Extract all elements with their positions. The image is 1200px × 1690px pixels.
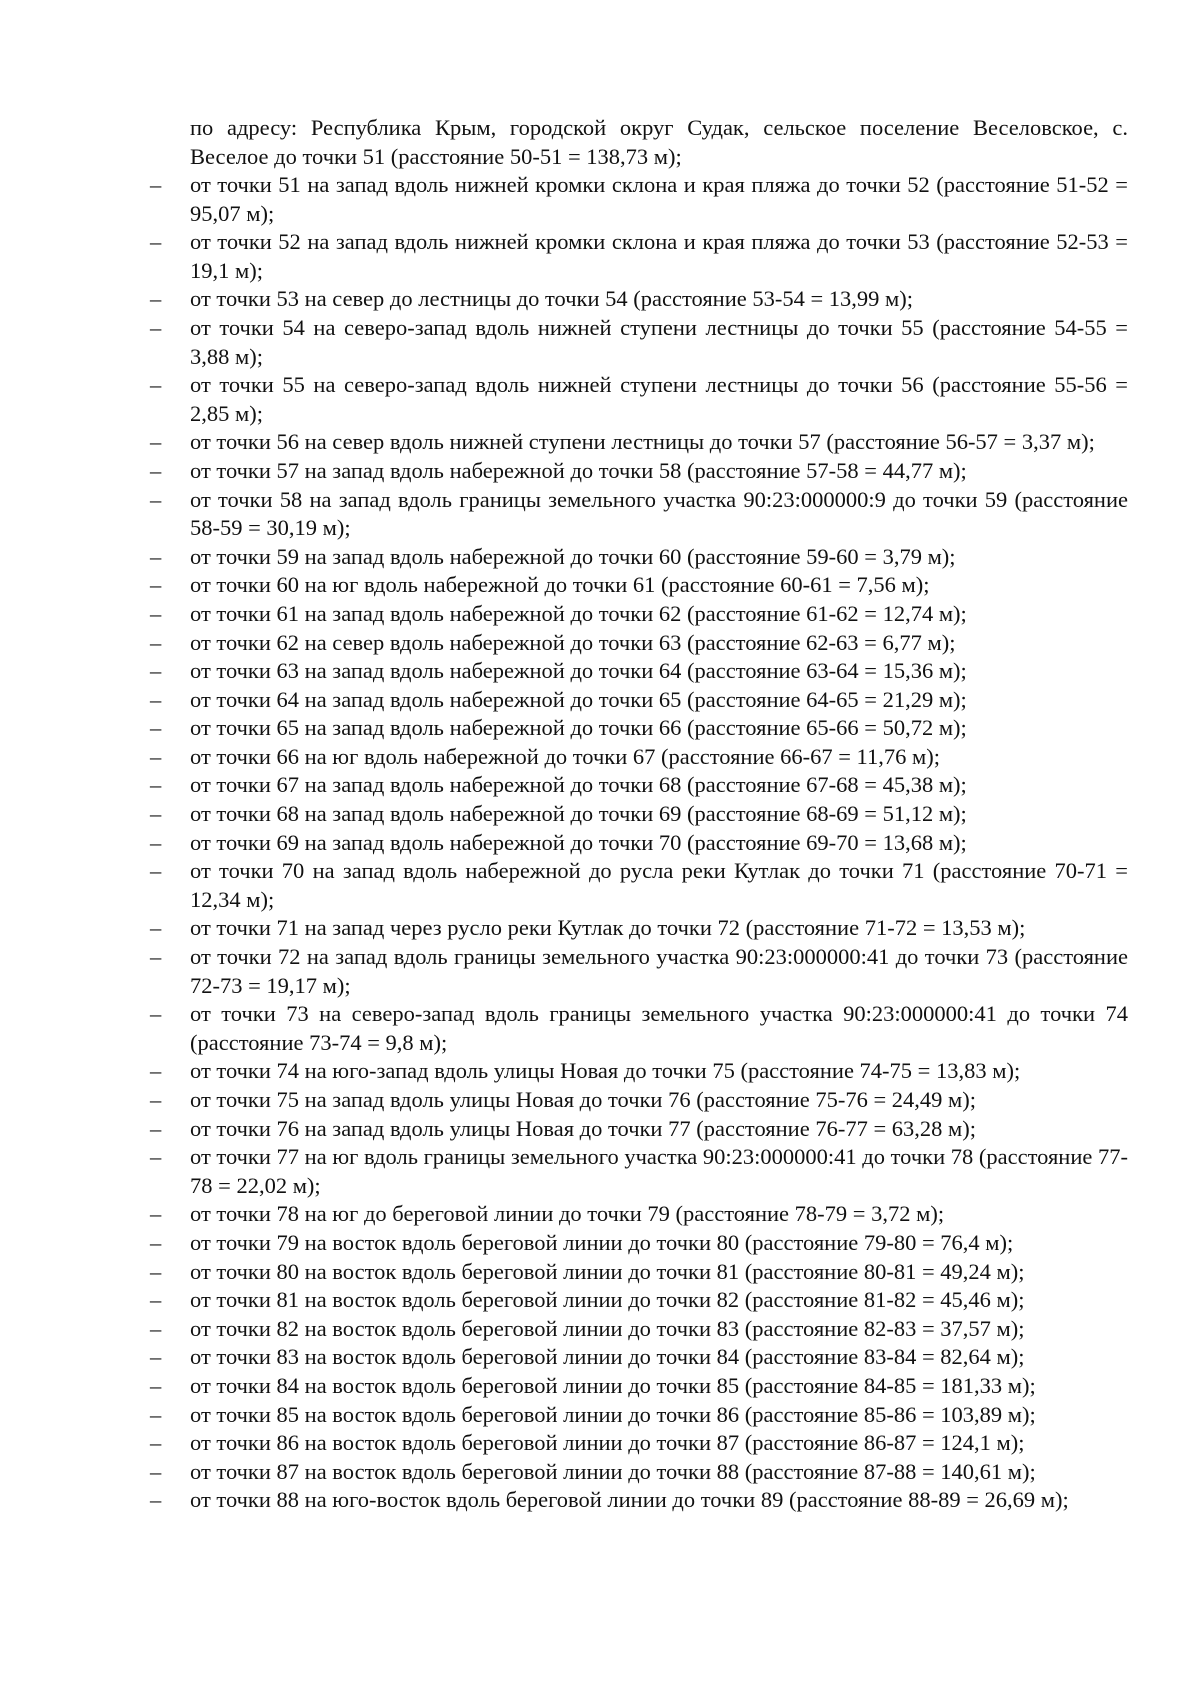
boundary-list (0, 171, 1200, 1515)
list-bullet: – (150, 1487, 162, 1513)
list-item-text: от точки 57 на запад вдоль набережной до точки 58 (расстояние 57-58 = 44,77 м); (190, 457, 967, 483)
list-bullet: – (150, 772, 162, 798)
list-item (0, 857, 1200, 914)
list-bullet: – (150, 1344, 162, 1370)
list-item (0, 743, 1200, 772)
list-bullet: – (150, 1229, 162, 1255)
list-item (0, 657, 1200, 686)
list-item-text: от точки 76 на запад вдоль улицы Новая до точки 77 (расстояние 76-77 = 63,28 м); (190, 1115, 976, 1141)
list-item-text: от точки 82 на восток вдоль береговой линии до точки 83 (расстояние 82-83 = 37,57 м); (190, 1315, 1025, 1341)
list-bullet: – (150, 1401, 162, 1427)
list-item-text: от точки 67 на запад вдоль набережной до точки 68 (расстояние 67-68 = 45,38 м); (190, 772, 967, 798)
list-bullet: – (150, 1144, 162, 1170)
list-bullet: – (150, 658, 162, 684)
list-item (0, 1200, 1200, 1229)
list-bullet: – (150, 457, 162, 483)
list-bullet: – (150, 1001, 162, 1027)
list-item-text: от точки 54 на северо-запад вдоль нижней ступени лестницы до точки 55 (расстояние 54-55 = 3,88 м); (190, 314, 1128, 369)
list-bullet: – (150, 372, 162, 398)
list-item (0, 1372, 1200, 1401)
list-item (0, 1086, 1200, 1115)
list-item-text: от точки 79 на восток вдоль береговой линии до точки 80 (расстояние 79-80 = 76,4 м); (190, 1229, 1014, 1255)
list-item (0, 171, 1200, 228)
list-item (0, 629, 1200, 658)
list-item-text: от точки 81 на восток вдоль береговой линии до точки 82 (расстояние 81-82 = 45,46 м); (190, 1287, 1025, 1313)
list-item (0, 1000, 1200, 1057)
list-item-text: от точки 80 на восток вдоль береговой линии до точки 81 (расстояние 80-81 = 49,24 м); (190, 1258, 1025, 1284)
list-item-text: от точки 66 на юг вдоль набережной до точки 67 (расстояние 66-67 = 11,76 м); (190, 743, 940, 769)
list-bullet: – (150, 801, 162, 827)
list-item-text: от точки 78 на юг до береговой линии до точки 79 (расстояние 78-79 = 3,72 м); (190, 1201, 945, 1227)
list-bullet: – (150, 1372, 162, 1398)
list-item-text: от точки 72 на запад вдоль границы земельного участка 90:23:000000:41 до точки 73 (расстояние 72-73 = 19,17 м); (190, 944, 1128, 998)
list-bullet: – (150, 286, 162, 312)
list-item-text: от точки 56 на север вдоль нижней ступени лестницы до точки 57 (расстояние 56-57 = 3,37 м); (190, 429, 1095, 455)
list-bullet: – (150, 1201, 162, 1227)
list-item-text: от точки 77 на юг вдоль границы земельного участка 90:23:000000:41 до точки 78 (расстояние 77-78 = 22,02 м); (190, 1144, 1128, 1198)
list-item-text: от точки 73 на северо-запад вдоль границы земельного участка 90:23:000000:41 до точки 74 (расстояние 73-74 = 9,8 м); (190, 1001, 1128, 1055)
list-bullet: – (150, 715, 162, 741)
list-bullet: – (150, 229, 162, 255)
list-item (0, 771, 1200, 800)
list-item (0, 1458, 1200, 1487)
list-bullet: – (150, 915, 162, 941)
list-item (0, 428, 1200, 457)
list-item-text: от точки 71 на запад через русло реки Кутлак до точки 72 (расстояние 71-72 = 13,53 м); (190, 915, 1026, 941)
list-item-text: от точки 69 на запад вдоль набережной до точки 70 (расстояние 69-70 = 13,68 м); (190, 829, 967, 855)
list-item (0, 486, 1200, 543)
list-bullet: – (150, 1315, 162, 1341)
list-item (0, 1343, 1200, 1372)
list-item-text: от точки 62 на север вдоль набережной до точки 63 (расстояние 62-63 = 6,77 м); (190, 629, 956, 655)
list-item (0, 686, 1200, 715)
list-bullet: – (150, 829, 162, 855)
list-item (0, 1057, 1200, 1086)
list-item-text: от точки 51 на запад вдоль нижней кромки склона и края пляжа до точки 52 (расстояние 51-52 = 95,07 м); (190, 172, 1128, 226)
list-bullet: – (150, 543, 162, 569)
list-item-text: от точки 70 на запад вдоль набережной до русла реки Кутлак до точки 71 (расстояние 70-71 = 12,34 м); (190, 858, 1128, 912)
list-item (0, 914, 1200, 943)
list-item (0, 1315, 1200, 1344)
list-bullet: – (150, 1258, 162, 1284)
list-item-text: от точки 84 на восток вдоль береговой линии до точки 85 (расстояние 84-85 = 181,33 м); (190, 1372, 1036, 1398)
list-item (0, 1258, 1200, 1287)
list-item-text: от точки 55 на северо-запад вдоль нижней ступени лестницы до точки 56 (расстояние 55-56 = 2,85 м); (190, 372, 1128, 426)
list-item-text: от точки 83 на восток вдоль береговой линии до точки 84 (расстояние 83-84 = 82,64 м); (190, 1344, 1025, 1370)
list-item (0, 571, 1200, 600)
list-bullet: – (150, 486, 162, 512)
list-bullet: – (150, 429, 162, 455)
list-item-text: от точки 68 на запад вдоль набережной до точки 69 (расстояние 68-69 = 51,12 м); (190, 801, 967, 827)
list-bullet: – (150, 1115, 162, 1141)
list-bullet: – (150, 572, 162, 598)
list-bullet: – (150, 1058, 162, 1084)
list-item (0, 1429, 1200, 1458)
list-bullet: – (150, 858, 162, 884)
list-item-text: от точки 87 на восток вдоль береговой линии до точки 88 (расстояние 87-88 = 140,61 м); (190, 1458, 1036, 1484)
list-item (0, 1286, 1200, 1315)
list-item-text: от точки 65 на запад вдоль набережной до точки 66 (расстояние 65-66 = 50,72 м); (190, 715, 967, 741)
list-item-text: от точки 60 на юг вдоль набережной до точки 61 (расстояние 60-61 = 7,56 м); (190, 572, 930, 598)
list-item (0, 829, 1200, 858)
list-bullet: – (150, 1458, 162, 1484)
list-bullet: – (150, 1430, 162, 1456)
list-item (0, 943, 1200, 1000)
list-item (0, 543, 1200, 572)
list-bullet: – (150, 172, 162, 197)
list-item (0, 800, 1200, 829)
list-bullet: – (150, 1287, 162, 1313)
continuation-paragraph: по адресу: Республика Крым, городской округ Судак, сельское поселение Веселовское, с. Веселое до точки 51 (расстояние 50-51 = 138,73 м); (190, 115, 1128, 169)
list-bullet: – (150, 314, 162, 340)
list-bullet: – (150, 1087, 162, 1112)
list-item-text: от точки 58 на запад вдоль границы земельного участка 90:23:000000:9 до точки 59 (расстояние 58-59 = 30,19 м); (190, 486, 1128, 541)
list-item (0, 285, 1200, 314)
list-item-text: от точки 53 на север до лестницы до точки 54 (расстояние 53-54 = 13,99 м); (190, 286, 914, 312)
list-item (0, 1229, 1200, 1258)
list-item-text: от точки 52 на запад вдоль нижней кромки склона и края пляжа до точки 53 (расстояние 52-53 = 19,1 м); (190, 229, 1128, 283)
list-item (0, 1143, 1200, 1200)
list-item (0, 457, 1200, 486)
list-item (0, 314, 1200, 371)
list-item (0, 1115, 1200, 1144)
list-item (0, 228, 1200, 285)
list-item (0, 371, 1200, 428)
list-item (0, 1486, 1200, 1515)
list-item-text: от точки 75 на запад вдоль улицы Новая до точки 76 (расстояние 75-76 = 24,49 м); (190, 1087, 976, 1112)
list-item-text: от точки 85 на восток вдоль береговой линии до точки 86 (расстояние 85-86 = 103,89 м); (190, 1401, 1036, 1427)
list-item-text: от точки 59 на запад вдоль набережной до точки 60 (расстояние 59-60 = 3,79 м); (190, 543, 956, 569)
list-item (0, 1401, 1200, 1430)
list-item-text: от точки 74 на юго-запад вдоль улицы Новая до точки 75 (расстояние 74-75 = 13,83 м); (190, 1058, 1021, 1084)
list-bullet: – (150, 600, 162, 626)
list-item-text: от точки 61 на запад вдоль набережной до точки 62 (расстояние 61-62 = 12,74 м); (190, 600, 967, 626)
list-item (0, 714, 1200, 743)
list-bullet: – (150, 629, 162, 655)
list-item-text: от точки 86 на восток вдоль береговой линии до точки 87 (расстояние 86-87 = 124,1 м); (190, 1430, 1025, 1456)
list-bullet: – (150, 743, 162, 769)
list-item (0, 600, 1200, 629)
list-item-text: от точки 88 на юго-восток вдоль береговой линии до точки 89 (расстояние 88-89 = 26,69 м); (190, 1487, 1069, 1513)
list-bullet: – (150, 944, 162, 970)
list-item-text: от точки 63 на запад вдоль набережной до точки 64 (расстояние 63-64 = 15,36 м); (190, 658, 967, 684)
list-item-text: от точки 64 на запад вдоль набережной до точки 65 (расстояние 64-65 = 21,29 м); (190, 686, 967, 712)
list-bullet: – (150, 686, 162, 712)
